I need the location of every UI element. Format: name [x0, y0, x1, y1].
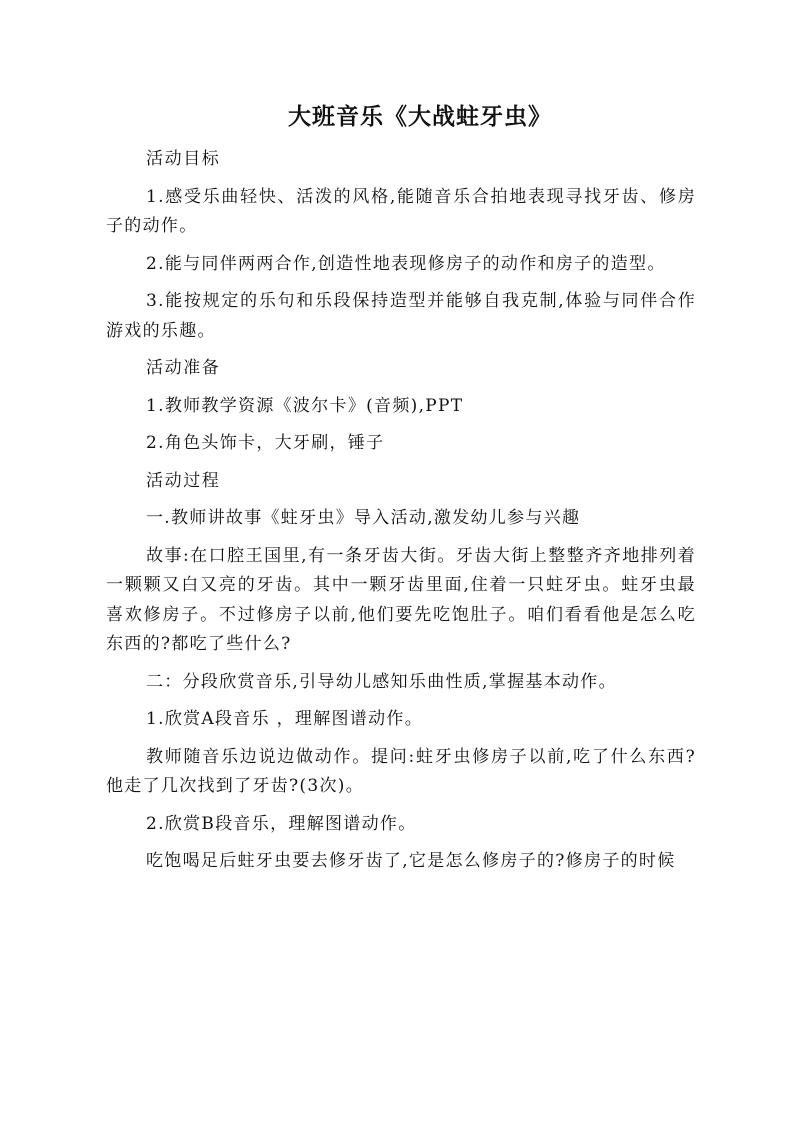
section-heading-process: 活动过程: [146, 470, 221, 491]
sub-step-a: 1.欣赏A段音乐 ，理解图谱动作。: [146, 709, 423, 729]
goal-item-1: 1.感受乐曲轻快、活泼的风格,能随音乐合拍地表现寻找牙齿、修房子的动作。: [106, 186, 696, 236]
sub-step-a-description: 教师随音乐边说边做动作。提问:蛀牙虫修房子以前,吃了什么东西?他走了几次找到了牙齿?(3次)。: [106, 746, 696, 796]
sub-step-b-description: 吃饱喝足后蛀牙虫要去修牙齿了,它是怎么修房子的?修房子的时候: [146, 851, 676, 871]
story-paragraph: 故事:在口腔王国里,有一条牙齿大街。牙齿大街上整整齐齐地排列着一颗颗又白又亮的牙齿。其中一颗牙齿里面,住着一只蛀牙虫。蛀牙虫最喜欢修房子。不过修房子以前,他们要先吃饱肚子。咱们看看他是怎么吃东西的?都吃了些什么?: [106, 545, 696, 654]
document-body: [106, 145, 696, 885]
document-title: 大班音乐《大战蛀牙虫》: [288, 103, 552, 130]
process-step-2: 二：分段欣赏音乐,引导幼儿感知乐曲性质,掌握基本动作。: [146, 671, 617, 692]
goal-item-2: 2.能与同伴两两合作,创造性地表现修房子的动作和房子的造型。: [146, 253, 666, 274]
preparation-item-2: 2.角色头饰卡，大牙刷，锤子: [146, 433, 385, 453]
sub-step-b: 2.欣赏B段音乐，理解图谱动作。: [146, 813, 417, 834]
section-heading-preparation: 活动准备: [146, 358, 221, 378]
goal-item-3: 3.能按规定的乐句和乐段保持造型并能够自我克制,体验与同伴合作游戏的乐趣。: [106, 291, 696, 341]
process-step-1: 一.教师讲故事《蛀牙虫》导入活动,激发幼儿参与兴趣: [146, 508, 581, 528]
preparation-item-1: 1.教师教学资源《波尔卡》(音频),PPT: [146, 395, 464, 416]
section-heading-goals: 活动目标: [146, 149, 221, 169]
